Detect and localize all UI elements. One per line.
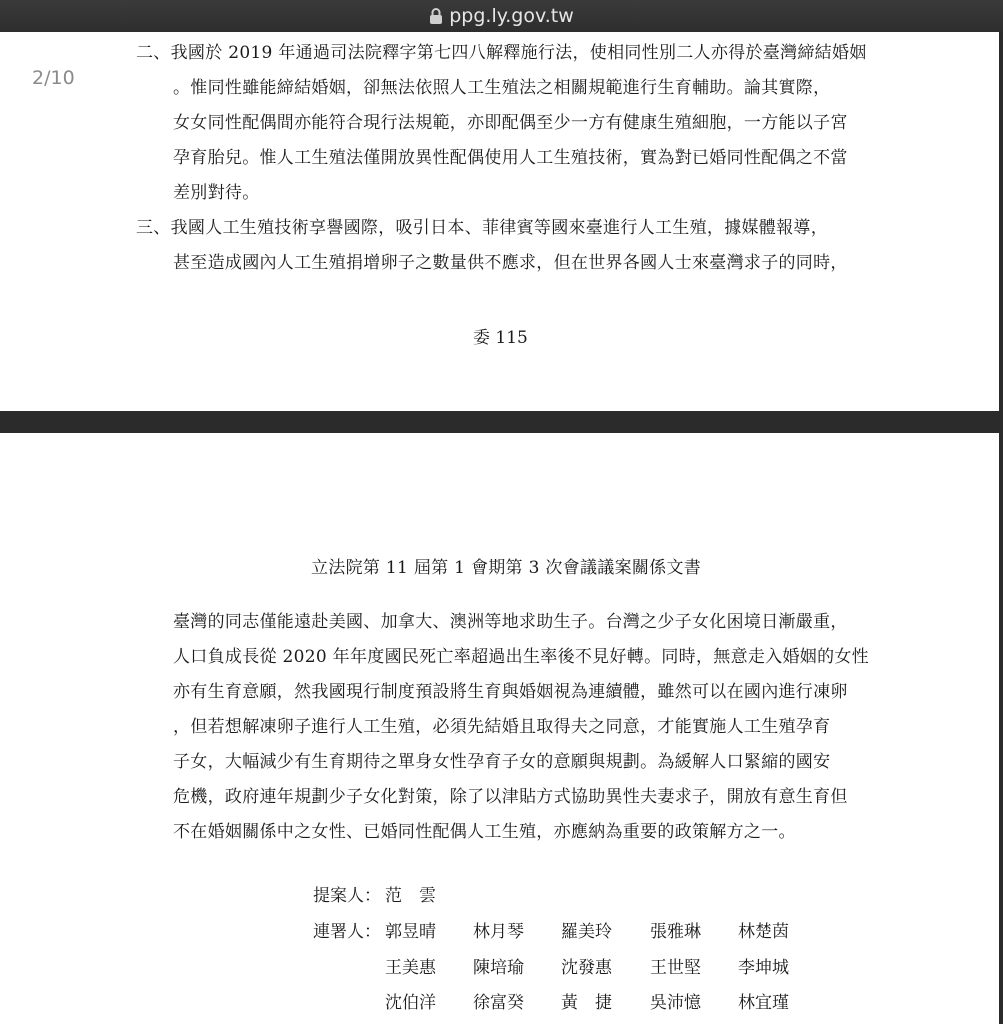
cosigner-name: 林楚茵: [738, 922, 789, 942]
paragraph-line: 女女同性配偶間亦能符合現行法規範，亦即配偶至少一方有健康生殖細胞，一方能以子宮: [173, 113, 848, 133]
page-footer: 委 115: [473, 328, 528, 348]
paragraph-line: 差別對待。: [173, 183, 260, 203]
cosigner-name: 羅美玲: [561, 922, 612, 942]
cosigner-label: 連署人：: [313, 922, 381, 942]
cosigner-name: 沈發惠: [561, 958, 612, 978]
paragraph-line: 人口負成長從 2020 年年度國民死亡率超過出生率後不見好轉。同時，無意走入婚姻的女性: [173, 647, 869, 667]
browser-address-bar[interactable]: [0, 0, 1003, 32]
cosigner-name: 沈伯洋: [385, 993, 436, 1013]
cosigner-name: 林宜瑾: [738, 993, 789, 1013]
cosigner-name: 徐富癸: [473, 993, 524, 1013]
paragraph-line: 二、我國於 2019 年通過司法院釋字第七四八解釋施行法，使相同性別二人亦得於臺灣締結婚姻: [136, 43, 867, 63]
paragraph-line: 。惟同性雖能締結婚姻，卻無法依照人工生殖法之相關規範進行生育輔助。論其實際，: [173, 78, 831, 98]
proposer-name: 范 雲: [385, 886, 436, 906]
cosigner-name: 王世堅: [650, 958, 701, 978]
document-page-1: [0, 32, 999, 411]
cosigner-name: 王美惠: [385, 958, 436, 978]
paragraph-line: 臺灣的同志僅能遠赴美國、加拿大、澳洲等地求助生子。台灣之少子女化困境日漸嚴重，: [173, 612, 848, 632]
paragraph-line: 子女，大幅減少有生育期待之單身女性孕育子女的意願與規劃。為緩解人口緊縮的國安: [173, 752, 831, 772]
cosigner-name: 吳沛憶: [650, 993, 701, 1013]
paragraph-line: 亦有生育意願，然我國現行制度預設將生育與婚姻視為連續體，雖然可以在國內進行凍卵: [173, 682, 848, 702]
document-header: 立法院第 11 屆第 1 會期第 3 次會議議案關係文書: [311, 558, 702, 578]
page-indicator: 2/10: [32, 67, 75, 89]
paragraph-line: 甚至造成國內人工生殖捐增卵子之數量供不應求，但在世界各國人士來臺灣求子的同時，: [173, 253, 848, 273]
cosigner-name: 林月琴: [473, 922, 524, 942]
cosigner-name: 李坤城: [738, 958, 789, 978]
paragraph-line: 三、我國人工生殖技術享譽國際，吸引日本、菲律賓等國來臺進行人工生殖，據媒體報導，: [136, 218, 828, 238]
paragraph-line: 危機，政府連年規劃少子女化對策，除了以津貼方式協助異性夫妻求子，開放有意生育但: [173, 787, 848, 807]
document-page-2: [0, 433, 999, 1024]
lock-icon: [429, 7, 443, 25]
paragraph-line: ，但若想解凍卵子進行人工生殖，必須先結婚且取得夫之同意，才能實施人工生殖孕育: [173, 717, 831, 737]
page-gap: [0, 411, 1003, 433]
cosigner-name: 張雅琳: [650, 922, 701, 942]
paragraph-line: 孕育胎兒。惟人工生殖法僅開放異性配偶使用人工生殖技術，實為對已婚同性配偶之不當: [173, 148, 848, 168]
cosigner-name: 黃 捷: [561, 993, 612, 1013]
url-text[interactable]: ppg.ly.gov.tw: [449, 5, 574, 27]
proposer-label: 提案人：: [313, 886, 381, 906]
url-container[interactable]: [429, 5, 574, 27]
cosigner-name: 郭昱晴: [385, 922, 436, 942]
cosigner-name: 陳培瑜: [473, 958, 524, 978]
paragraph-line: 不在婚姻關係中之女性、已婚同性配偶人工生殖，亦應納為重要的政策解方之一。: [173, 822, 796, 842]
